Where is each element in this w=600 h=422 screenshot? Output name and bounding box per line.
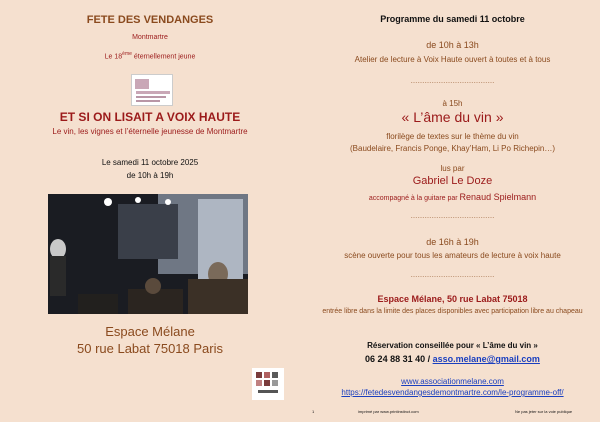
event-hours: de 10h à 19h [126,171,174,180]
slot2-line1: florilège de textes sur le thème du vin [386,132,519,141]
slot1-desc: Atelier de lecture à Voix Haute ouvert à toutes et à tous [354,55,551,64]
festival-title: FETE DES VENDANGES [86,14,214,26]
reservation-line: Réservation conseillée pour « L’âme du vin » [367,341,538,350]
program-link[interactable]: https://fetedesvendangesdemontmartre.com/le-programme-off/ [341,388,564,397]
slot1-time: de 10h à 13h [426,40,479,50]
slot2-line2: (Baudelaire, Francis Ponge, Khay’Ham, Li Po Richepin…) [350,144,555,153]
slot3-desc: scène ouverte pour tous les amateurs de lecture à voix haute [344,251,561,260]
event-title: ET SI ON LISAIT A VOIX HAUTE [59,110,241,124]
reading-event-photo [48,194,248,314]
separator: ……………………………… [410,272,495,279]
venue-address: 50 rue Labat 75018 Paris [77,341,223,356]
venue-line: Espace Mélane, 50 rue Labat 75018 [377,294,528,304]
email-link[interactable]: asso.melane@gmail.com [432,354,540,364]
location: Montmartre [132,34,168,41]
association-logo [252,368,284,400]
entry-note: entrée libre dans la limite des places disponibles avec participation libre au chapeau [322,308,583,315]
reader-name: Gabriel Le Doze [412,175,493,187]
litter-notice: Ne pas jeter sur la voie publique [515,409,573,414]
phone-number: 06 24 88 31 40 / [365,354,433,364]
festival-poster-logo [131,74,173,106]
slot2-title: « L’âme du vin » [401,109,504,125]
program-heading: Programme du samedi 11 octobre [380,14,525,24]
contact-line [305,354,600,364]
separator: ……………………………… [410,78,495,85]
separator: ……………………………… [410,213,495,220]
slot2-time: à 15h [442,99,463,108]
printer-credit: imprimé par www.printinstinct.com [358,409,419,414]
event-date: Le samedi 11 octobre 2025 [101,158,199,167]
venue-name: Espace Mélane [105,324,195,339]
edition-line: Le 18ème éternellement jeune [104,51,196,61]
page-number: 1 [312,409,315,414]
guitar-line: accompagné à la guitare par Renaud Spielmann [368,192,537,202]
event-subtitle: Le vin, les vignes et l’éternelle jeunesse de Montmartre [52,127,248,136]
read-by: lus par [440,164,465,173]
website-link[interactable]: www.associationmelane.com [401,377,504,386]
slot3-time: de 16h à 19h [426,237,479,247]
